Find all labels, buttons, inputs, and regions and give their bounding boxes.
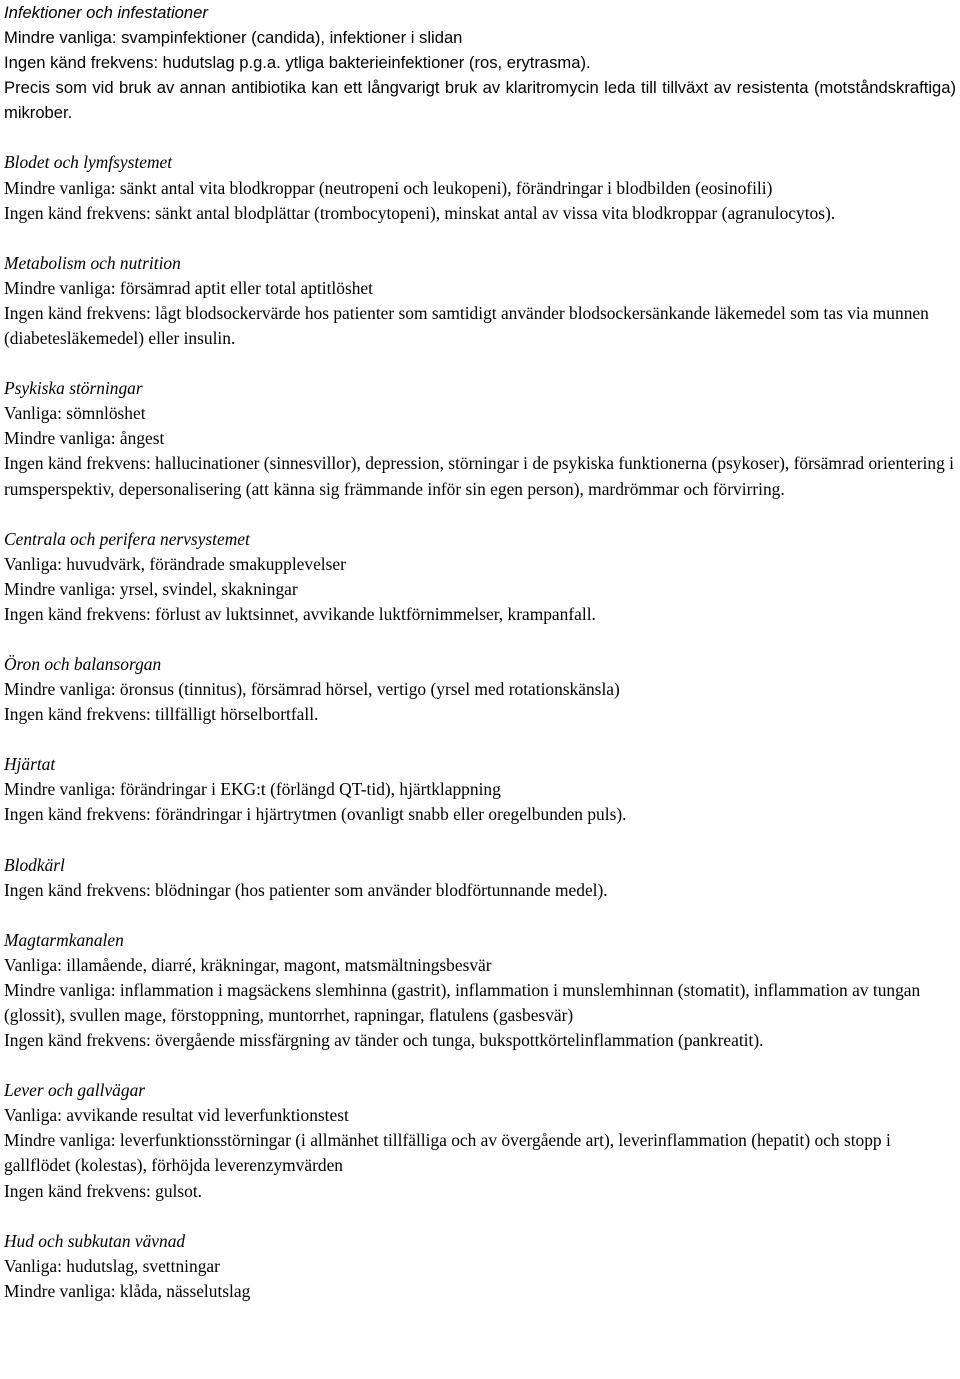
section-infektioner — [4, 0, 956, 125]
paragraph: Ingen känd frekvens: hallucinationer (sinnesvillor), depression, störningar i de psykiska funktionerna (psykoser), försämrad orientering i rumsperspektiv, depersonalisering (att känna sig främmande inför sin egen person), mardrömmar och förvirring. — [4, 453, 954, 499]
section-heading: Psykiska störningar — [4, 378, 143, 399]
paragraph: Ingen känd frekvens: lågt blodsockervärde hos patienter som samtidigt använder blodsockersänkande läkemedel som tas via munnen (diabetesläkemedel) eller insulin. — [4, 302, 929, 349]
paragraph: Vanliga: avvikande resultat vid leverfunktionstest — [4, 1105, 349, 1126]
paragraph: Vanliga: huvudvärk, förändrade smakupplevelser — [4, 553, 346, 574]
section-oron — [4, 652, 956, 727]
paragraph: Ingen känd frekvens: övergående missfärgning av tänder och tunga, bukspottkörtelinflammation (pankreatit). — [4, 1030, 764, 1051]
section-heading: Centrala och perifera nervsystemet — [4, 528, 250, 549]
paragraph: Mindre vanliga: yrsel, svindel, skakningar — [4, 578, 298, 599]
section-heading: Blodkärl — [4, 854, 65, 875]
section-heading: Lever och gallvägar — [4, 1080, 146, 1101]
section-heading: Hjärtat — [4, 754, 56, 775]
section-heading: Blodet och lymfsystemet — [4, 152, 173, 173]
section-blodkarl — [4, 853, 956, 903]
paragraph: Mindre vanliga: leverfunktionsstörningar (i allmänhet tillfälliga och av övergående art), leverinflammation (hepatit) och stopp i gallflödet (kolestas), förhöjda leverenzymvärden — [4, 1130, 891, 1176]
section-psykiska — [4, 376, 956, 501]
section-heading: Infektioner och infestationer — [4, 3, 208, 22]
paragraph: Ingen känd frekvens: hudutslag p.g.a. ytliga bakterieinfektioner (ros, erytrasma). — [4, 53, 591, 73]
paragraph: Ingen känd frekvens: gulsot. — [4, 1180, 203, 1201]
section-heading: Öron och balansorgan — [4, 653, 162, 674]
section-hud — [4, 1229, 956, 1304]
paragraph: Mindre vanliga: sänkt antal vita blodkroppar (neutropeni och leukopeni), förändringar i blodbilden (eosinofili) — [4, 177, 773, 198]
paragraph: Mindre vanliga: ångest — [4, 428, 165, 449]
paragraph: Ingen känd frekvens: blödningar (hos patienter som använder blodförtunnande medel). — [4, 879, 608, 900]
paragraph: Precis som vid bruk av annan antibiotika kan ett långvarigt bruk av klaritromycin leda till tillväxt av resistenta (motståndskraftiga) mikrober. — [4, 78, 956, 123]
section-hjartat — [4, 752, 956, 827]
paragraph: Mindre vanliga: svampinfektioner (candida), infektioner i slidan — [4, 28, 463, 48]
section-metabolism — [4, 251, 956, 351]
section-lever — [4, 1078, 956, 1203]
paragraph: Ingen känd frekvens: förlust av luktsinnet, avvikande luktförnimmelser, krampanfall. — [4, 603, 596, 624]
paragraph: Ingen känd frekvens: tillfälligt hörselbortfall. — [4, 704, 319, 725]
paragraph: Vanliga: hudutslag, svettningar — [4, 1255, 220, 1276]
paragraph: Ingen känd frekvens: sänkt antal blodplättar (trombocytopeni), minskat antal av vissa vita blodkroppar (agranulocytos). — [4, 202, 836, 223]
paragraph: Mindre vanliga: förändringar i EKG:t (förlängd QT-tid), hjärtklappning — [4, 779, 501, 800]
paragraph: Mindre vanliga: försämrad aptit eller total aptitlöshet — [4, 277, 373, 298]
paragraph: Vanliga: sömnlöshet — [4, 403, 146, 424]
section-magtarmkanalen — [4, 928, 956, 1053]
paragraph: Ingen känd frekvens: förändringar i hjärtrytmen (ovanligt snabb eller oregelbunden puls). — [4, 804, 627, 825]
section-nervsystemet — [4, 527, 956, 627]
section-blodet — [4, 150, 956, 225]
paragraph: Mindre vanliga: klåda, nässelutslag — [4, 1280, 251, 1301]
paragraph: Mindre vanliga: öronsus (tinnitus), försämrad hörsel, vertigo (yrsel med rotationskänsla) — [4, 679, 620, 700]
paragraph: Mindre vanliga: inflammation i magsäckens slemhinna (gastrit), inflammation i munslemhinnan (stomatit), inflammation av tungan (glossit), svullen mage, förstoppning, muntorrhet, rapningar, flatulens (gasbesvär) — [4, 979, 921, 1025]
section-heading: Magtarmkanalen — [4, 929, 124, 950]
section-heading: Metabolism och nutrition — [4, 252, 181, 273]
section-heading: Hud och subkutan vävnad — [4, 1230, 186, 1251]
paragraph: Vanliga: illamående, diarré, kräkningar, magont, matsmältningsbesvär — [4, 954, 492, 975]
